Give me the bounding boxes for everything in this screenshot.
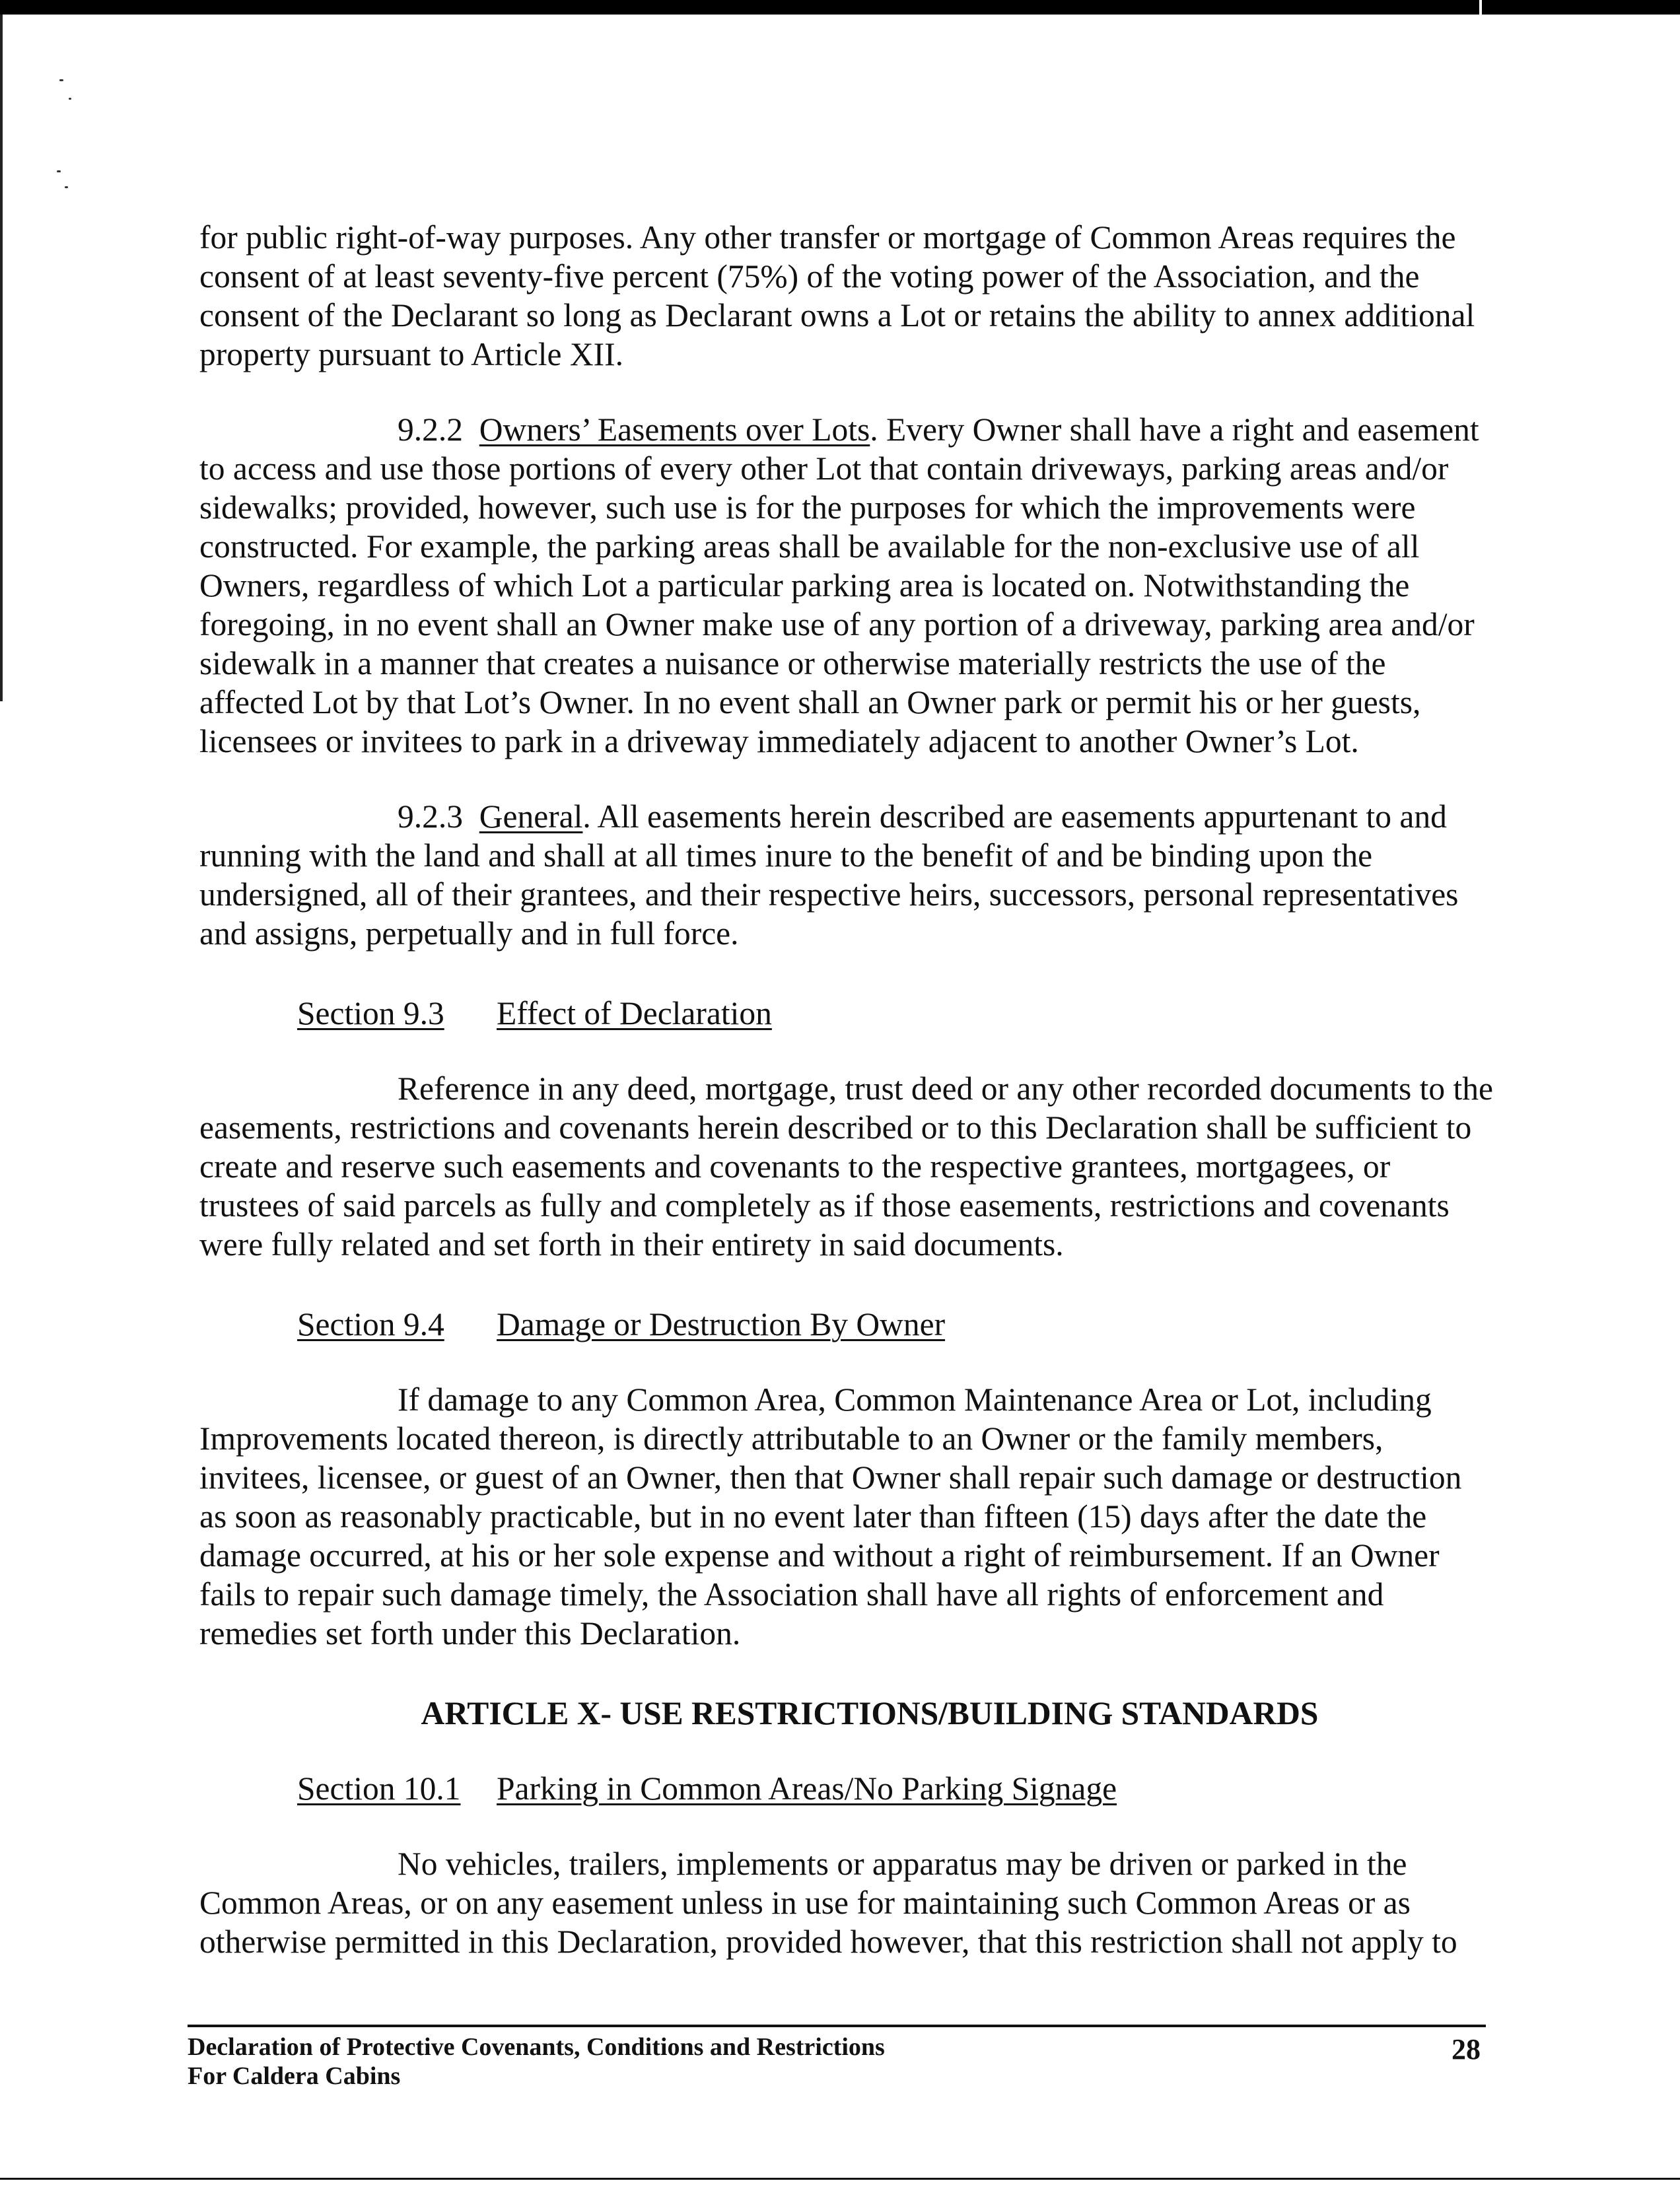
page-number: 28 [1452, 2033, 1481, 2066]
scan-top-notch [1479, 0, 1482, 15]
section-9-4-heading [199, 1305, 1494, 1344]
section-10-1-text: No vehicles, trailers, implements or apparatus may be driven or parked in the Common Areas, or on any easement unless in use for maintaining such Common Areas or as otherwise permitted in this Declaration, provided however, that this restriction shall not apply to [199, 1846, 1457, 1960]
subsection-number: 9.2.3 [398, 798, 463, 835]
section-title: Effect of Declaration [497, 995, 772, 1031]
section-10-1-heading [199, 1769, 1494, 1808]
paragraph-continuation: for public right-of-way purposes. Any other transfer or mortgage of Common Areas requires the consent of at least seventy-five percent (75%) of the voting power of the Association, and the consent of the Declarant so long as Declarant owns a Lot or retains the ability to annex additional property pursuant to Article XII. [199, 219, 1475, 372]
section-number: Section 10.1 [297, 1770, 461, 1807]
section-number: Section 9.3 [297, 995, 444, 1031]
scan-speck [65, 186, 68, 188]
footer-rule [188, 2025, 1486, 2027]
subsection-text: . Every Owner shall have a right and easement to access and use those portions of every other Lot that contain driveways, parking areas and/or sidewalks; provided, however, such use is for the purposes for which the improvements were constructed. For example, the parking areas shall be available for the non-exclusive use of all Owners, regardless of which Lot a particular parking area is located on. Notwithstanding the foregoing, in no event shall an Owner make use of any portion of a driveway, parking area and/or sidewalk in a manner that creates a nuisance or otherwise materially restricts the use of the affected Lot by that Lot’s Owner. In no event shall an Owner park or permit his or her guests, licensees or invitees to park in a driveway immediately adjacent to another Owner’s Lot. [199, 411, 1479, 759]
document-body [199, 218, 1494, 1961]
section-title: Parking in Common Areas/No Parking Signage [497, 1770, 1117, 1807]
section-9-4-text: If damage to any Common Area, Common Maintenance Area or Lot, including Improvements located thereon, is directly attributable to an Owner or the family members, invitees, licensee, or guest of an Owner, then that Owner shall repair such damage or destruction as soon as reasonably practicable, but in no event later than fifteen (15) days after the date the damage occurred, at his or her sole expense and without a right of reimbursement. If an Owner fails to repair such damage timely, the Association shall have all rights of enforcement and remedies set forth under this Declaration. [199, 1381, 1462, 1651]
subsection-title: Owners’ Easements over Lots [479, 411, 870, 448]
section-9-3-heading [199, 994, 1494, 1033]
subsection-9-2-2 [199, 410, 1494, 761]
page-footer [188, 2033, 1486, 2091]
scan-speck [59, 79, 63, 81]
article-heading: ARTICLE X- USE RESTRICTIONS/BUILDING STANDARDS [421, 1695, 1319, 1731]
section-number: Section 9.4 [297, 1306, 444, 1342]
scan-speck [57, 170, 61, 172]
section-9-3-text: Reference in any deed, mortgage, trust deed or any other recorded documents to the easements, restrictions and covenants herein described or to this Declaration shall be sufficient to create and reserve such easements and covenants to the respective grantees, mortgagees, or trustees of said parcels as fully and completely as if those easements, restrictions and covenants were fully related and set forth in their entirety in said documents. [199, 1070, 1493, 1263]
scan-left-border [0, 15, 3, 701]
footer-document-title: Declaration of Protective Covenants, Conditions and Restrictions [188, 2033, 885, 2061]
subsection-number: 9.2.2 [398, 411, 463, 448]
section-title: Damage or Destruction By Owner [497, 1306, 946, 1342]
subsection-9-2-3 [199, 797, 1494, 953]
subsection-text: . All easements herein described are easements appurtenant to and running with the land and shall at all times inure to the benefit of and be binding upon the undersigned, all of their grantees, and their respective heirs, successors, personal representatives and assigns, perpetually and in full force. [199, 798, 1459, 952]
subsection-title: General [479, 798, 583, 835]
footer-document-subtitle: For Caldera Cabins [188, 2062, 401, 2090]
scan-bottom-border [0, 2178, 1680, 2180]
scan-speck [69, 98, 71, 100]
scan-top-border [0, 0, 1680, 15]
